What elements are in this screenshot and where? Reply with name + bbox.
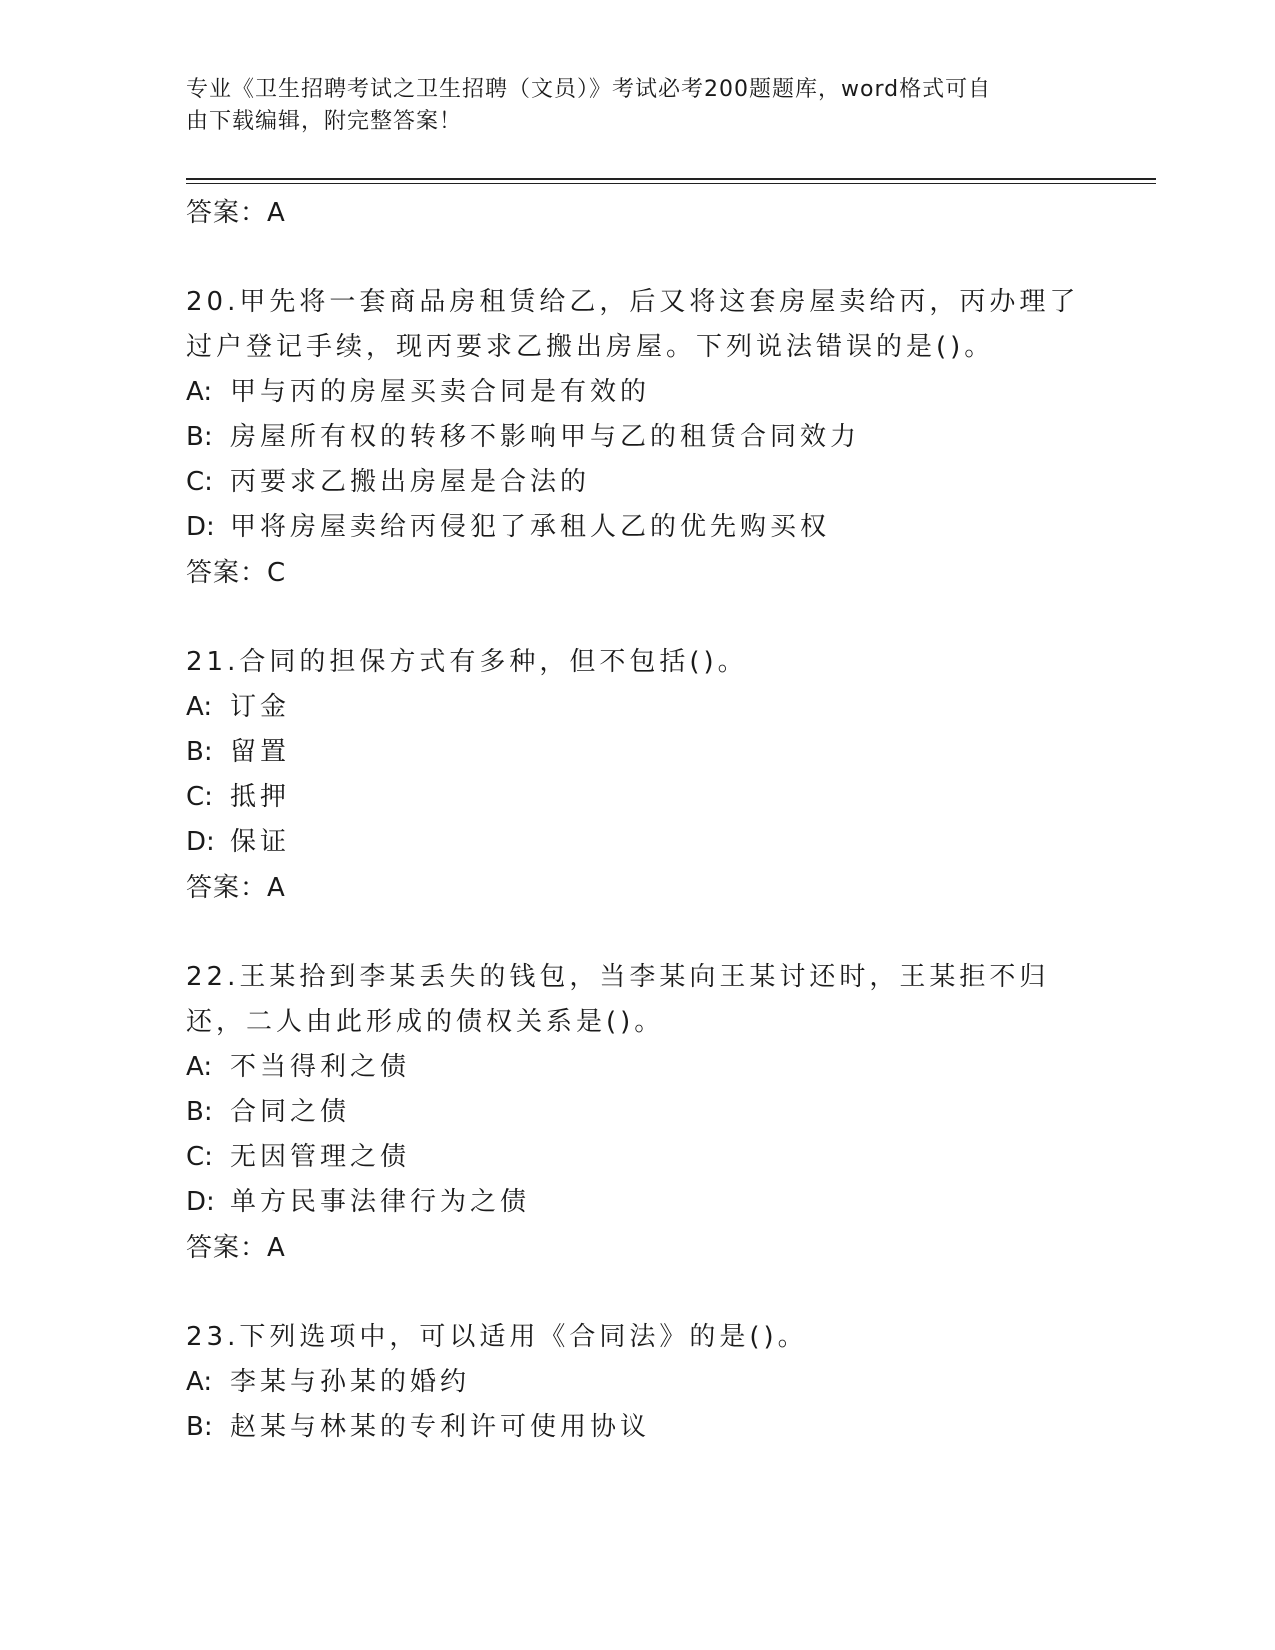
question-block [186,640,1086,911]
option-letter: B: [186,1412,213,1442]
option-letter: D: [186,512,215,542]
option-c [186,460,1086,505]
option-text: 订金 [230,692,291,722]
option-a [186,1360,1086,1405]
option-text: 赵某与林某的专利许可使用协议 [230,1412,651,1442]
option-text: 房屋所有权的转移不影响甲与乙的租赁合同效力 [230,422,861,452]
option-a [186,370,1086,415]
option-letter: B: [186,737,213,767]
option-text: 保证 [230,827,291,857]
option-letter: A: [186,1052,213,1082]
option-d [186,820,1086,865]
answer-line: 答案：A [186,198,286,228]
option-c [186,1135,1086,1180]
document-header [186,74,1066,138]
option-letter: C: [186,1142,213,1172]
option-b [186,1090,1086,1135]
option-c [186,775,1086,820]
option-d [186,505,1086,550]
document-body [186,190,1086,1450]
question-stem: 22.王某拾到李某丢失的钱包，当李某向王某讨还时，王某拒不归还，二人由此形成的债权关系是()。 [186,962,1050,1037]
option-text: 合同之债 [230,1097,351,1127]
option-text: 丙要求乙搬出房屋是合法的 [230,467,591,497]
option-text: 甲与丙的房屋买卖合同是有效的 [230,377,651,407]
header-line-2: 由下载编辑，附完整答案！ [186,109,463,134]
option-text: 不当得利之债 [230,1052,411,1082]
option-b [186,415,1086,460]
option-text: 抵押 [230,782,291,812]
option-text: 留置 [230,737,291,767]
option-letter: D: [186,1187,215,1217]
option-text: 无因管理之债 [230,1142,411,1172]
question-stem: 20.甲先将一套商品房租赁给乙，后又将这套房屋卖给丙，丙办理了过户登记手续，现丙要求乙搬出房屋。下列说法错误的是()。 [186,287,1080,362]
option-letter: C: [186,782,213,812]
option-b [186,730,1086,775]
question-stem: 23.下列选项中，可以适用《合同法》的是()。 [186,1322,808,1352]
option-letter: C: [186,467,213,497]
question-block [186,280,1086,596]
option-a [186,1045,1086,1090]
option-b [186,1405,1086,1450]
option-text: 单方民事法律行为之债 [230,1187,531,1217]
question-stem: 21.合同的担保方式有多种，但不包括()。 [186,647,748,677]
option-text: 甲将房屋卖给丙侵犯了承租人乙的优先购买权 [230,512,831,542]
option-text: 李某与孙某的婚约 [230,1367,471,1397]
header-rule-thick [186,178,1156,180]
answer-line: 答案：A [186,873,286,903]
option-letter: D: [186,827,215,857]
question-block [186,1315,1086,1450]
answer-line: 答案：A [186,1233,286,1263]
option-d [186,1180,1086,1225]
option-letter: B: [186,1097,213,1127]
option-letter: A: [186,377,213,407]
header-line-1: 专业《卫生招聘考试之卫生招聘（文员）》考试必考200题题库，word格式可自 [186,77,992,102]
option-letter: B: [186,422,213,452]
header-rule-thin [186,183,1156,184]
option-letter: A: [186,1367,213,1397]
option-a [186,685,1086,730]
option-letter: A: [186,692,213,722]
question-block [186,955,1086,1271]
answer-line: 答案：C [186,558,287,588]
